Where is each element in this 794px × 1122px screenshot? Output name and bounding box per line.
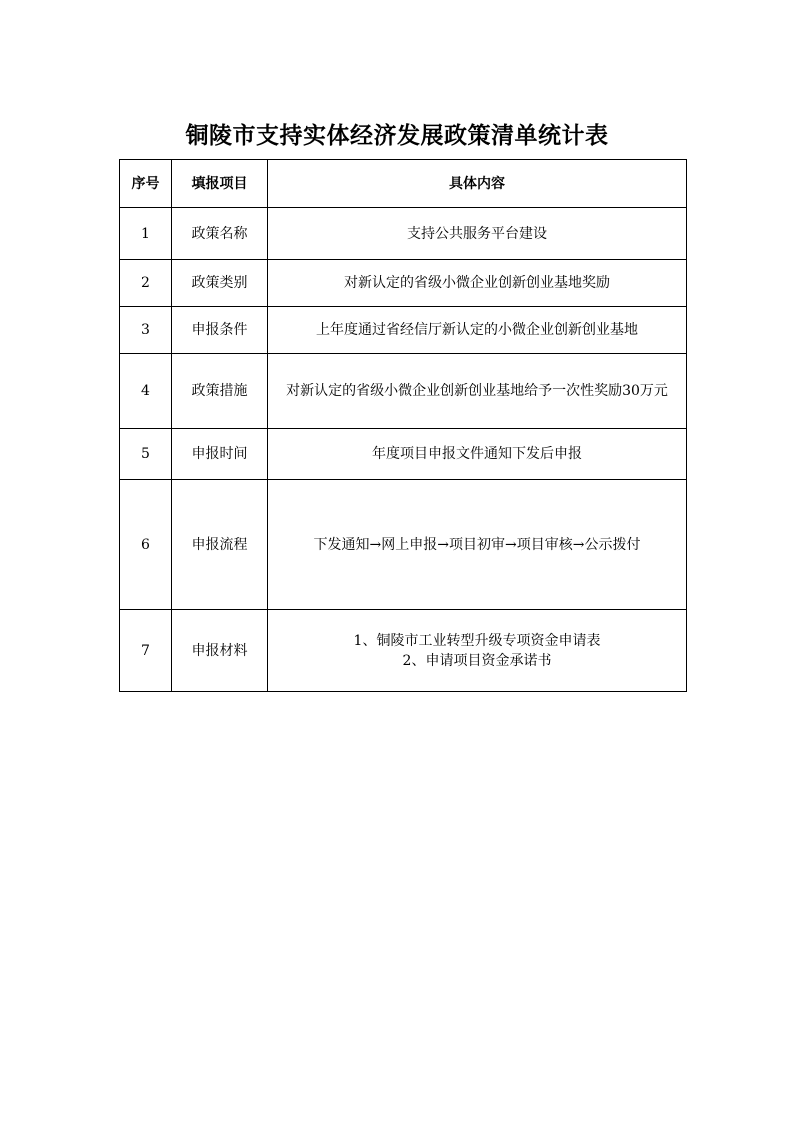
row-item: 申报材料	[172, 610, 268, 692]
row-content	[268, 208, 687, 260]
row-item: 申报流程	[172, 480, 268, 610]
row-content-line: 2、申请项目资金承诺书	[402, 652, 552, 669]
row-content	[268, 307, 687, 354]
row-content-line: 对新认定的省级小微企业创新创业基地给予一次性奖励30万元	[286, 383, 668, 399]
table-row	[120, 260, 687, 307]
row-content-line: 1、铜陵市工业转型升级专项资金申请表	[353, 632, 601, 649]
row-no: 2	[120, 260, 172, 307]
row-content-line: 上年度通过省经信厅新认定的小微企业创新创业基地	[316, 322, 638, 338]
row-no: 4	[120, 354, 172, 429]
row-no: 6	[120, 480, 172, 610]
row-item: 政策名称	[172, 208, 268, 260]
row-content	[268, 480, 687, 610]
header-content: 具体内容	[268, 160, 687, 208]
row-no: 3	[120, 307, 172, 354]
header-item: 填报项目	[172, 160, 268, 208]
table-row	[120, 610, 687, 692]
table-row	[120, 307, 687, 354]
row-content	[268, 354, 687, 429]
row-content-line: 年度项目申报文件通知下发后申报	[372, 446, 582, 462]
table-row	[120, 208, 687, 260]
row-content-line: 支持公共服务平台建设	[407, 225, 547, 242]
row-item: 申报时间	[172, 429, 268, 480]
table-row	[120, 480, 687, 610]
table-header-row	[120, 160, 687, 208]
page-title: 铜陵市支持实体经济发展政策清单统计表	[185, 122, 609, 149]
row-no: 1	[120, 208, 172, 260]
row-content	[268, 429, 687, 480]
table-row	[120, 429, 687, 480]
row-content	[268, 610, 687, 692]
row-item: 政策措施	[172, 354, 268, 429]
row-no: 7	[120, 610, 172, 692]
row-item: 申报条件	[172, 307, 268, 354]
row-item: 政策类别	[172, 260, 268, 307]
row-no: 5	[120, 429, 172, 480]
policy-table	[119, 159, 687, 692]
row-content-line: 下发通知→网上申报→项目初审→项目审核→公示拨付	[313, 536, 641, 553]
row-content	[268, 260, 687, 307]
table-row	[120, 354, 687, 429]
header-no: 序号	[120, 160, 172, 208]
row-content-line: 对新认定的省级小微企业创新创业基地奖励	[344, 275, 610, 291]
